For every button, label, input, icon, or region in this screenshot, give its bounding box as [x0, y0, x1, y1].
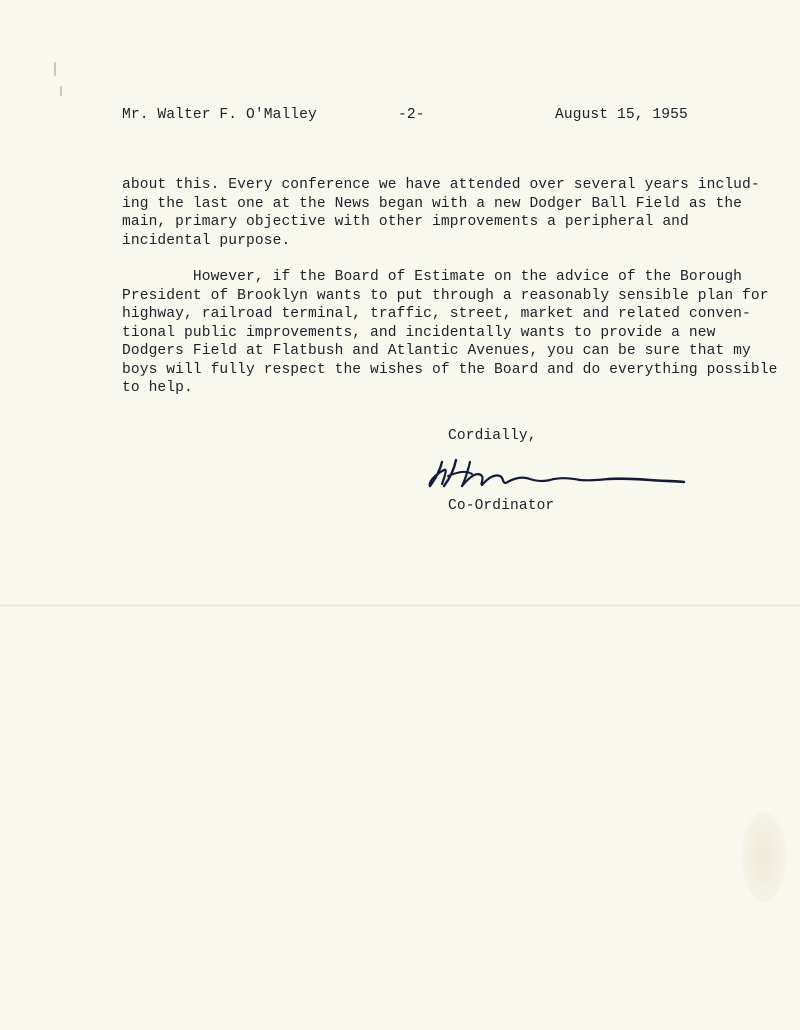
text-line: main, primary objective with other improvements a peripheral and	[122, 214, 689, 230]
letter-header	[0, 107, 800, 127]
paper-stain	[742, 812, 786, 902]
letter-date: August 15, 1955	[555, 107, 688, 123]
signer-title: Co-Ordinator	[448, 498, 555, 514]
signature-icon	[422, 452, 692, 498]
closing-salutation: Cordially,	[448, 428, 537, 444]
text-line: However, if the Board of Estimate on the advice of the Borough	[122, 269, 743, 285]
text-line: incidental purpose.	[122, 232, 291, 249]
paper-fold	[0, 604, 800, 607]
addressee: Mr. Walter F. O'Malley	[122, 107, 317, 123]
text-line: boys will fully respect the wishes of the Board and do everything possible	[122, 361, 778, 378]
letter-body	[122, 176, 778, 398]
text-line: about this. Every conference we have attended over several years includ-	[122, 177, 760, 193]
page-number: -2-	[398, 107, 425, 123]
text-line: President of Brooklyn wants to put through a reasonably sensible plan for	[122, 287, 769, 304]
body-paragraph	[122, 176, 760, 250]
body-paragraph	[122, 268, 778, 398]
text-line: tional public improvements, and incidentally wants to provide a new	[122, 324, 716, 341]
text-line: highway, railroad terminal, traffic, street, market and related conven-	[122, 306, 751, 322]
text-line: to help.	[122, 380, 193, 396]
text-line: ing the last one at the News began with a new Dodger Ball Field as the	[122, 195, 743, 212]
margin-mark	[60, 86, 62, 96]
text-line: Dodgers Field at Flatbush and Atlantic Avenues, you can be sure that my	[122, 343, 751, 359]
margin-mark	[54, 62, 56, 76]
